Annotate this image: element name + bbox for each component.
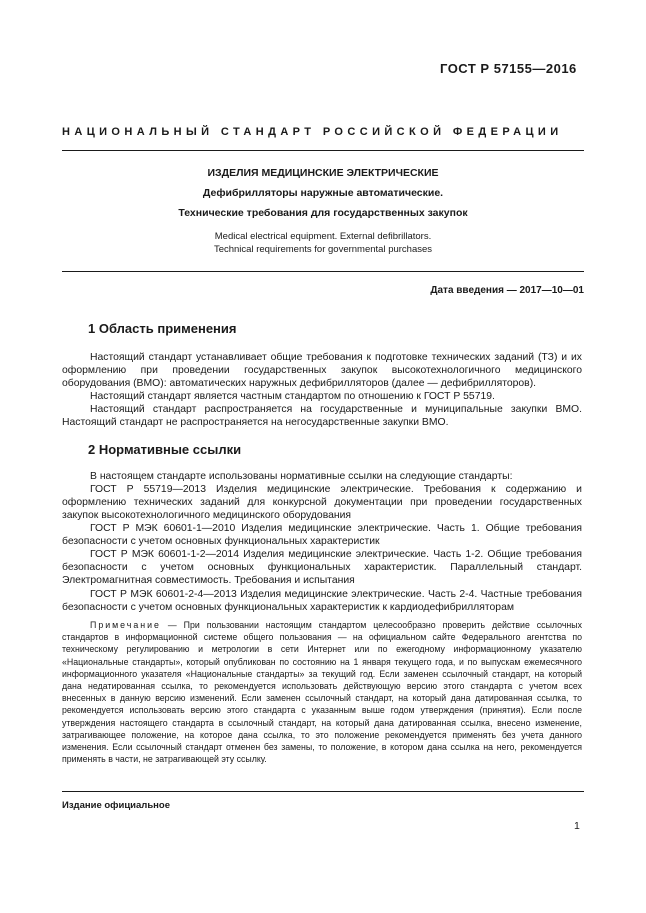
english-title-1: Medical electrical equipment. External defibrillators.: [214, 231, 432, 242]
english-title-2: Technical requirements for governmental purchases: [213, 244, 433, 255]
reference-gost-55719: ГОСТ Р 55719—2013 Изделия медицинские электрические. Требования к содержанию и оформлению технических заданий для конкурсной документации при проведении государственных закупок высокотехнологичного медицинского оборудования: [62, 484, 582, 522]
section-1-heading: 1 Область применения: [88, 321, 237, 336]
note-text: — При пользовании настоящим стандартом целесообразно проверить действие ссылочных стандартов в информационной системе общего пользования — на официальном сайте Федерального агентства по техническому регулированию и метрологии в сети Интернет или по ежегодному информационному указателю «Национальные стандарты», который опубликован по состоянию на 1 января текущего года, и по выпускам ежемесячного информационного указателя «Национальные стандарты» за текущий год. Если заменен ссылочный стандарт, на который дана недатированная ссылка, то рекомендуется использовать действующую версию этого стандарта с учетом всех внесенных в данную версию изменений. Если заменен ссылочный стандарт, на который дана датированная ссылка, то рекомендуется использовать версию этого стандарта с указанным выше годом утверждения (принятия). Если после утверждения настоящего стандарта в ссылочный стандарт, на который дана датированная ссылка, внесено изменение, затрагивающее положение, на которое дана ссылка, то это положение рекомендуется применять без учета данного изменения. Если ссылочный стандарт отменен без замены, то положение, в котором дана ссылка на него, рекомендуется применять в части, не затрагивающей эту ссылку.: [62, 620, 582, 765]
divider-bottom: [62, 791, 584, 792]
section-2-intro: В настоящем стандарте использованы нормативные ссылки на следующие стандарты:: [90, 471, 513, 482]
reference-iec-60601-1-2: ГОСТ Р МЭК 60601-1-2—2014 Изделия медицинские электрические. Часть 1-2. Общие требования безопасности с учетом основных функциональных характеристик. Параллельный стандарт. Электромагнитная совместимость. Требования и испытания: [62, 549, 582, 587]
section-1-paragraph-2: Настоящий стандарт является частным стандартом по отношению к ГОСТ Р 55719.: [90, 391, 495, 402]
section-1-paragraph-1: Настоящий стандарт устанавливает общие требования к подготовке технических заданий (ТЗ) и их оформлению при проведении государственных закупок высокотехнологичного медицинского оборудования (ВМО): автоматических наружных дефибрилляторов (далее — дефибрилляторов).: [62, 352, 582, 390]
reference-iec-60601-2-4: ГОСТ Р МЭК 60601-2-4—2013 Изделия медицинские электрические. Часть 2-4. Частные требования безопасности с учетом основных функциональных характеристик к кардиодефибрилляторам: [62, 589, 582, 614]
reference-iec-60601-1: ГОСТ Р МЭК 60601-1—2010 Изделия медицинские электрические. Часть 1. Общие требования безопасности с учетом основных функциональных характеристик: [62, 523, 582, 548]
edition-label: Издание официальное: [62, 800, 170, 811]
note-paragraph: [62, 619, 582, 765]
section-1-paragraph-3: Настоящий стандарт распространяется на государственные и муниципальные закупки ВМО. Настоящий стандарт не распространяется на негосударственные закупки ВМО.: [62, 404, 582, 429]
divider-middle: [62, 271, 584, 272]
standard-title: НАЦИОНАЛЬНЫЙ СТАНДАРТ РОССИЙСКОЙ ФЕДЕРАЦИИ: [62, 126, 563, 138]
introduction-date: Дата введения — 2017—10—01: [430, 285, 584, 296]
page-number: 1: [574, 820, 580, 832]
section-2-heading: 2 Нормативные ссылки: [88, 442, 242, 457]
note-label: Примечание: [90, 620, 161, 630]
divider-top: [62, 150, 584, 151]
document-subtitle-2: Технические требования для государственных закупок: [178, 207, 468, 219]
document-title: ИЗДЕЛИЯ МЕДИЦИНСКИЕ ЭЛЕКТРИЧЕСКИЕ: [207, 167, 439, 179]
document-subtitle-1: Дефибрилляторы наружные автоматические.: [202, 187, 444, 199]
gost-code: ГОСТ Р 57155—2016: [440, 61, 577, 76]
